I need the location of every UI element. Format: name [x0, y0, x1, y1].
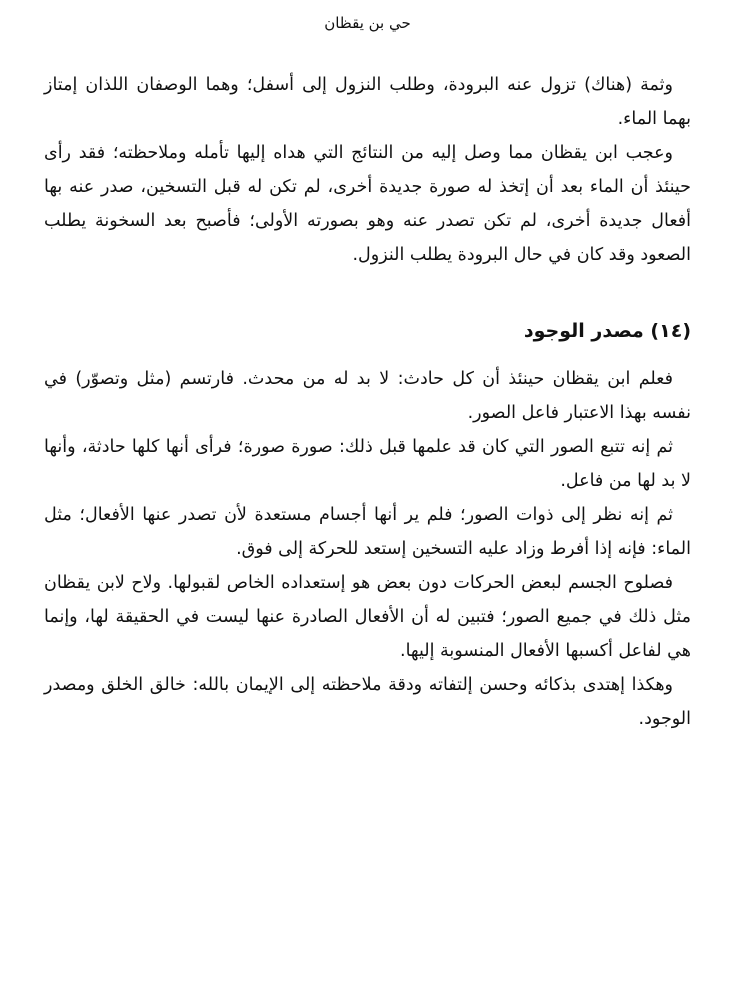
paragraph-3: فعلم ابن يقظان حينئذ أن كل حادث: لا بد له من محدث. فارتسم (مثل وتصوّر) في نفسه بهذا الاعتبار فاعل الصور. [44, 369, 691, 423]
paragraph-7: وهكذا إهتدى بذكائه وحسن إلتفاته ودقة ملاحظته إلى الإيمان بالله: خالق الخلق ومصدر الوجود. [44, 675, 691, 729]
section-body [44, 362, 691, 736]
running-head: حي بن يقظان [324, 14, 411, 32]
paragraph-1: وثمة (هناك) تزول عنه البرودة، وطلب النزول إلى أسفل؛ وهما الوصفان اللذان إمتاز بهما الماء. [44, 75, 691, 129]
section-heading: (١٤) مصدر الوجود [523, 320, 691, 342]
paragraph-4: ثم إنه تتبع الصور التي كان قد علمها قبل ذلك: صورة صورة؛ فرأى أنها كلها حادثة، وأنها لا بد لها من فاعل. [44, 437, 691, 491]
paragraph-2: وعجب ابن يقظان مما وصل إليه من النتائج التي هداه إليها تأمله وملاحظته؛ فقد رأى حينئذ أن الماء بعد أن إتخذ له صورة جديدة أخرى، لم تكن له قبل التسخين، صدر عنه بها أفعال جديدة أخرى، لم تكن تصدر عنه وهو بصورته الأولى؛ فأصبح بعد السخونة يطلب الصعود وقد كان في حال البرودة يطلب النزول. [44, 143, 691, 265]
paragraph-5: ثم إنه نظر إلى ذوات الصور؛ فلم ير أنها أجسام مستعدة لأن تصدر عنها الأفعال؛ مثل الماء: فإنه إذا أفرط وزاد عليه التسخين إستعد للحركة إلى فوق. [44, 505, 691, 559]
body-text [44, 68, 691, 736]
paragraph-6: فصلوح الجسم لبعض الحركات دون بعض هو إستعداده الخاص لقبولها. ولاح لابن يقظان مثل ذلك في جميع الصور؛ فتبين له أن الأفعال الصادرة عنها ليست في الحقيقة لها، وإنما هي لفاعل أكسبها الأفعال المنسوبة إليها. [44, 573, 691, 661]
